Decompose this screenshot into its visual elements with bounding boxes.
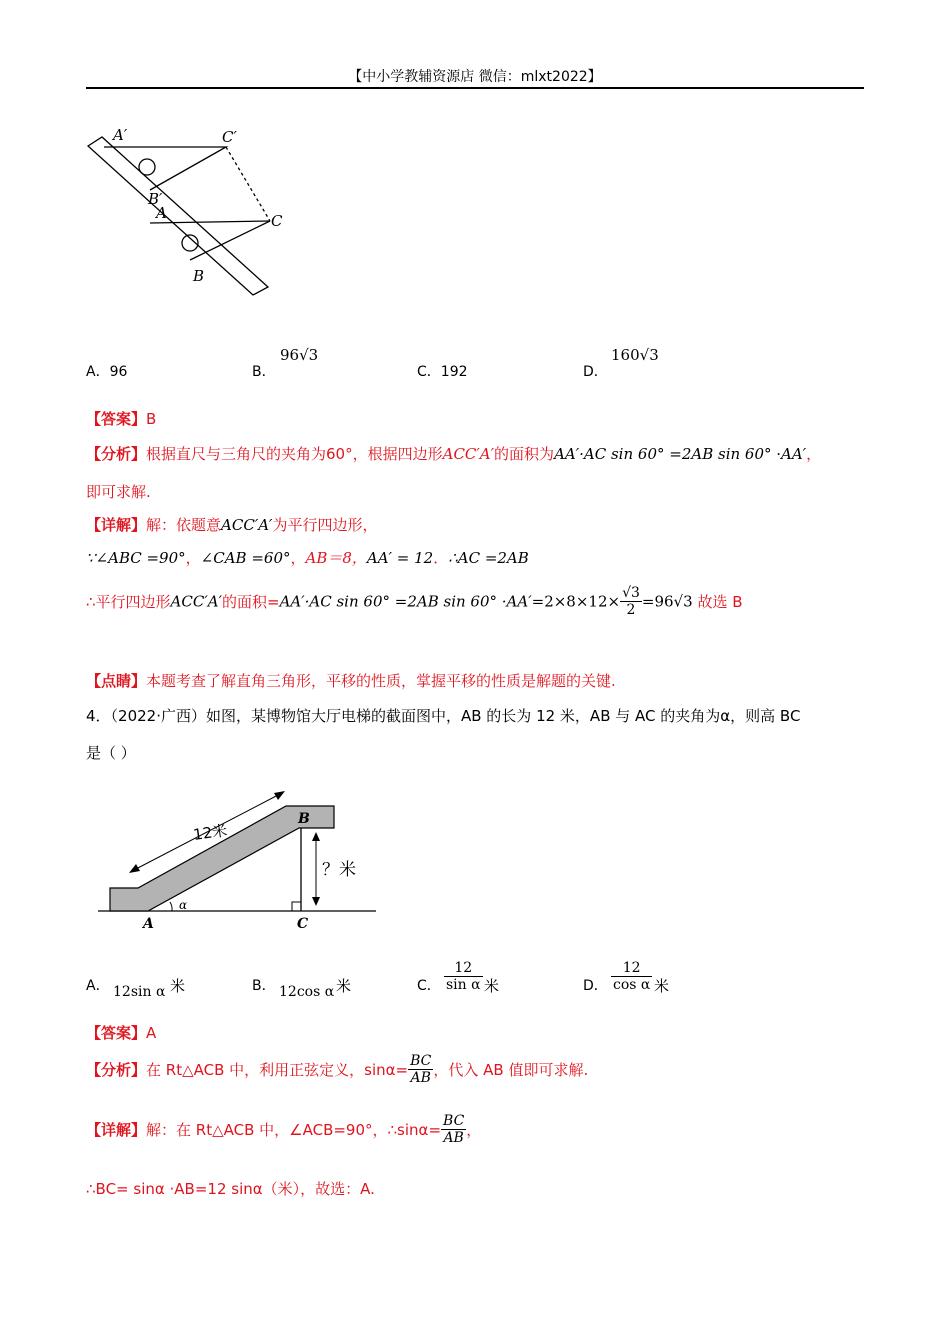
q4-option-b-unit: 米 (336, 977, 352, 995)
right-angle-mark (292, 902, 301, 911)
page-header: 【中小学教辅资源店 微信：mlxt2022】 (348, 69, 602, 85)
q3-option-b[interactable]: B． (252, 364, 276, 380)
label-C-prime: C′ (222, 128, 237, 146)
label-B: B (298, 811, 310, 827)
label-alpha: α (179, 898, 188, 912)
translation-dash-line (226, 147, 270, 221)
ruler-triangle-figure (80, 120, 300, 300)
q4-option-a[interactable]: A． (86, 978, 110, 994)
q4-final-line: ∴BC= sinα ·AB=12 sinα（米），故选：A. (86, 1180, 375, 1198)
length-label: 12米 (192, 821, 229, 844)
q4-option-c[interactable]: C． (417, 978, 441, 994)
q3-option-b-value: 96√3 (280, 346, 319, 364)
height-arrow-up (312, 832, 320, 841)
height-arrow-down (312, 897, 320, 906)
escalator-figure (94, 778, 384, 938)
q3-answer: 【答案】B (86, 410, 157, 428)
label-A: A (156, 204, 167, 222)
label-C: C (297, 916, 309, 932)
q4-answer: 【答案】A (86, 1024, 157, 1042)
q4-option-d[interactable]: D． (583, 978, 608, 994)
q4-stem-line1: 4．（2022·广西）如图，某博物馆大厅电梯的截面图中，AB 的长为 12 米，AB 与 AC 的夹角为α，则高 BC (86, 707, 801, 725)
q4-option-c-unit: 米 (484, 977, 500, 995)
label-C: C (271, 212, 283, 230)
q4-stem-line2: 是（ ） (86, 744, 136, 762)
q3-option-d-value: 160√3 (611, 346, 659, 364)
q3-dianjing: 【点睛】本题考查了解直角三角形，平移的性质，掌握平移的性质是解题的关键. (86, 672, 616, 690)
q3-option-c[interactable]: C．192 (417, 364, 468, 380)
header-rule (86, 87, 864, 89)
q3-option-a[interactable]: A．96 (86, 364, 128, 380)
q3-detail-line-a: ∵∠ABC =90°，∠CAB =60°，AB＝8，AA′ = 12．∴AC =2AB (86, 549, 529, 567)
q4-option-c-frac: $\frac{12}{\text{sin α}}$ (446, 960, 481, 993)
q4-option-b[interactable]: B． (252, 978, 276, 994)
triangle-upper (104, 147, 226, 190)
label-A-prime: A′ (113, 126, 128, 144)
q4-option-b-expr: 12cos α (279, 984, 335, 1000)
triangle-lower-top (150, 221, 270, 223)
q4-option-a-unit: 米 (170, 977, 186, 995)
length-arrow-left (129, 864, 140, 873)
height-label: ？米 (322, 860, 356, 880)
q3-detail: 【详解】解：依题意ACC′A′为平行四边形， (86, 516, 378, 534)
label-A: A (143, 916, 154, 932)
q3-analysis: 【分析】根据直尺与三角尺的夹角为60°，根据四边形ACC′A′的面积为AA′·AC sin 60° =2AB sin 60° ·AA′， (86, 445, 822, 463)
q3-analysis-line2: 即可求解. (86, 483, 151, 501)
q4-detail: 【详解】解：在 Rt△ACB 中，∠ACB=90°，∴sinα= $\frac{BC}{AB}$ ， (86, 1113, 482, 1146)
label-B-prime: B′ (148, 190, 163, 208)
alpha-arc (170, 902, 172, 911)
length-arrow-right (274, 791, 285, 800)
label-B: B (193, 267, 205, 285)
triangle-upper-hole (139, 159, 155, 175)
q4-analysis: 【分析】在 Rt△ACB 中，利用正弦定义，sinα= $\frac{BC}{AB}$ ，代入 AB 值即可求解. (86, 1053, 589, 1086)
q3-option-d[interactable]: D． (583, 364, 608, 380)
ruler-shape (88, 137, 268, 295)
q3-detail-line-b: ∴平行四边形ACC′A′的面积=AA′·AC sin 60° =2AB sin 60° ·AA′=2×8×12× $\frac{√3}{2}$ =96√3 故选 B (86, 585, 743, 618)
q4-option-d-unit: 米 (654, 977, 670, 995)
q4-option-d-frac: $\frac{12}{\text{cos α}}$ (613, 960, 651, 993)
q4-option-a-expr: 12sin α (113, 984, 166, 1000)
